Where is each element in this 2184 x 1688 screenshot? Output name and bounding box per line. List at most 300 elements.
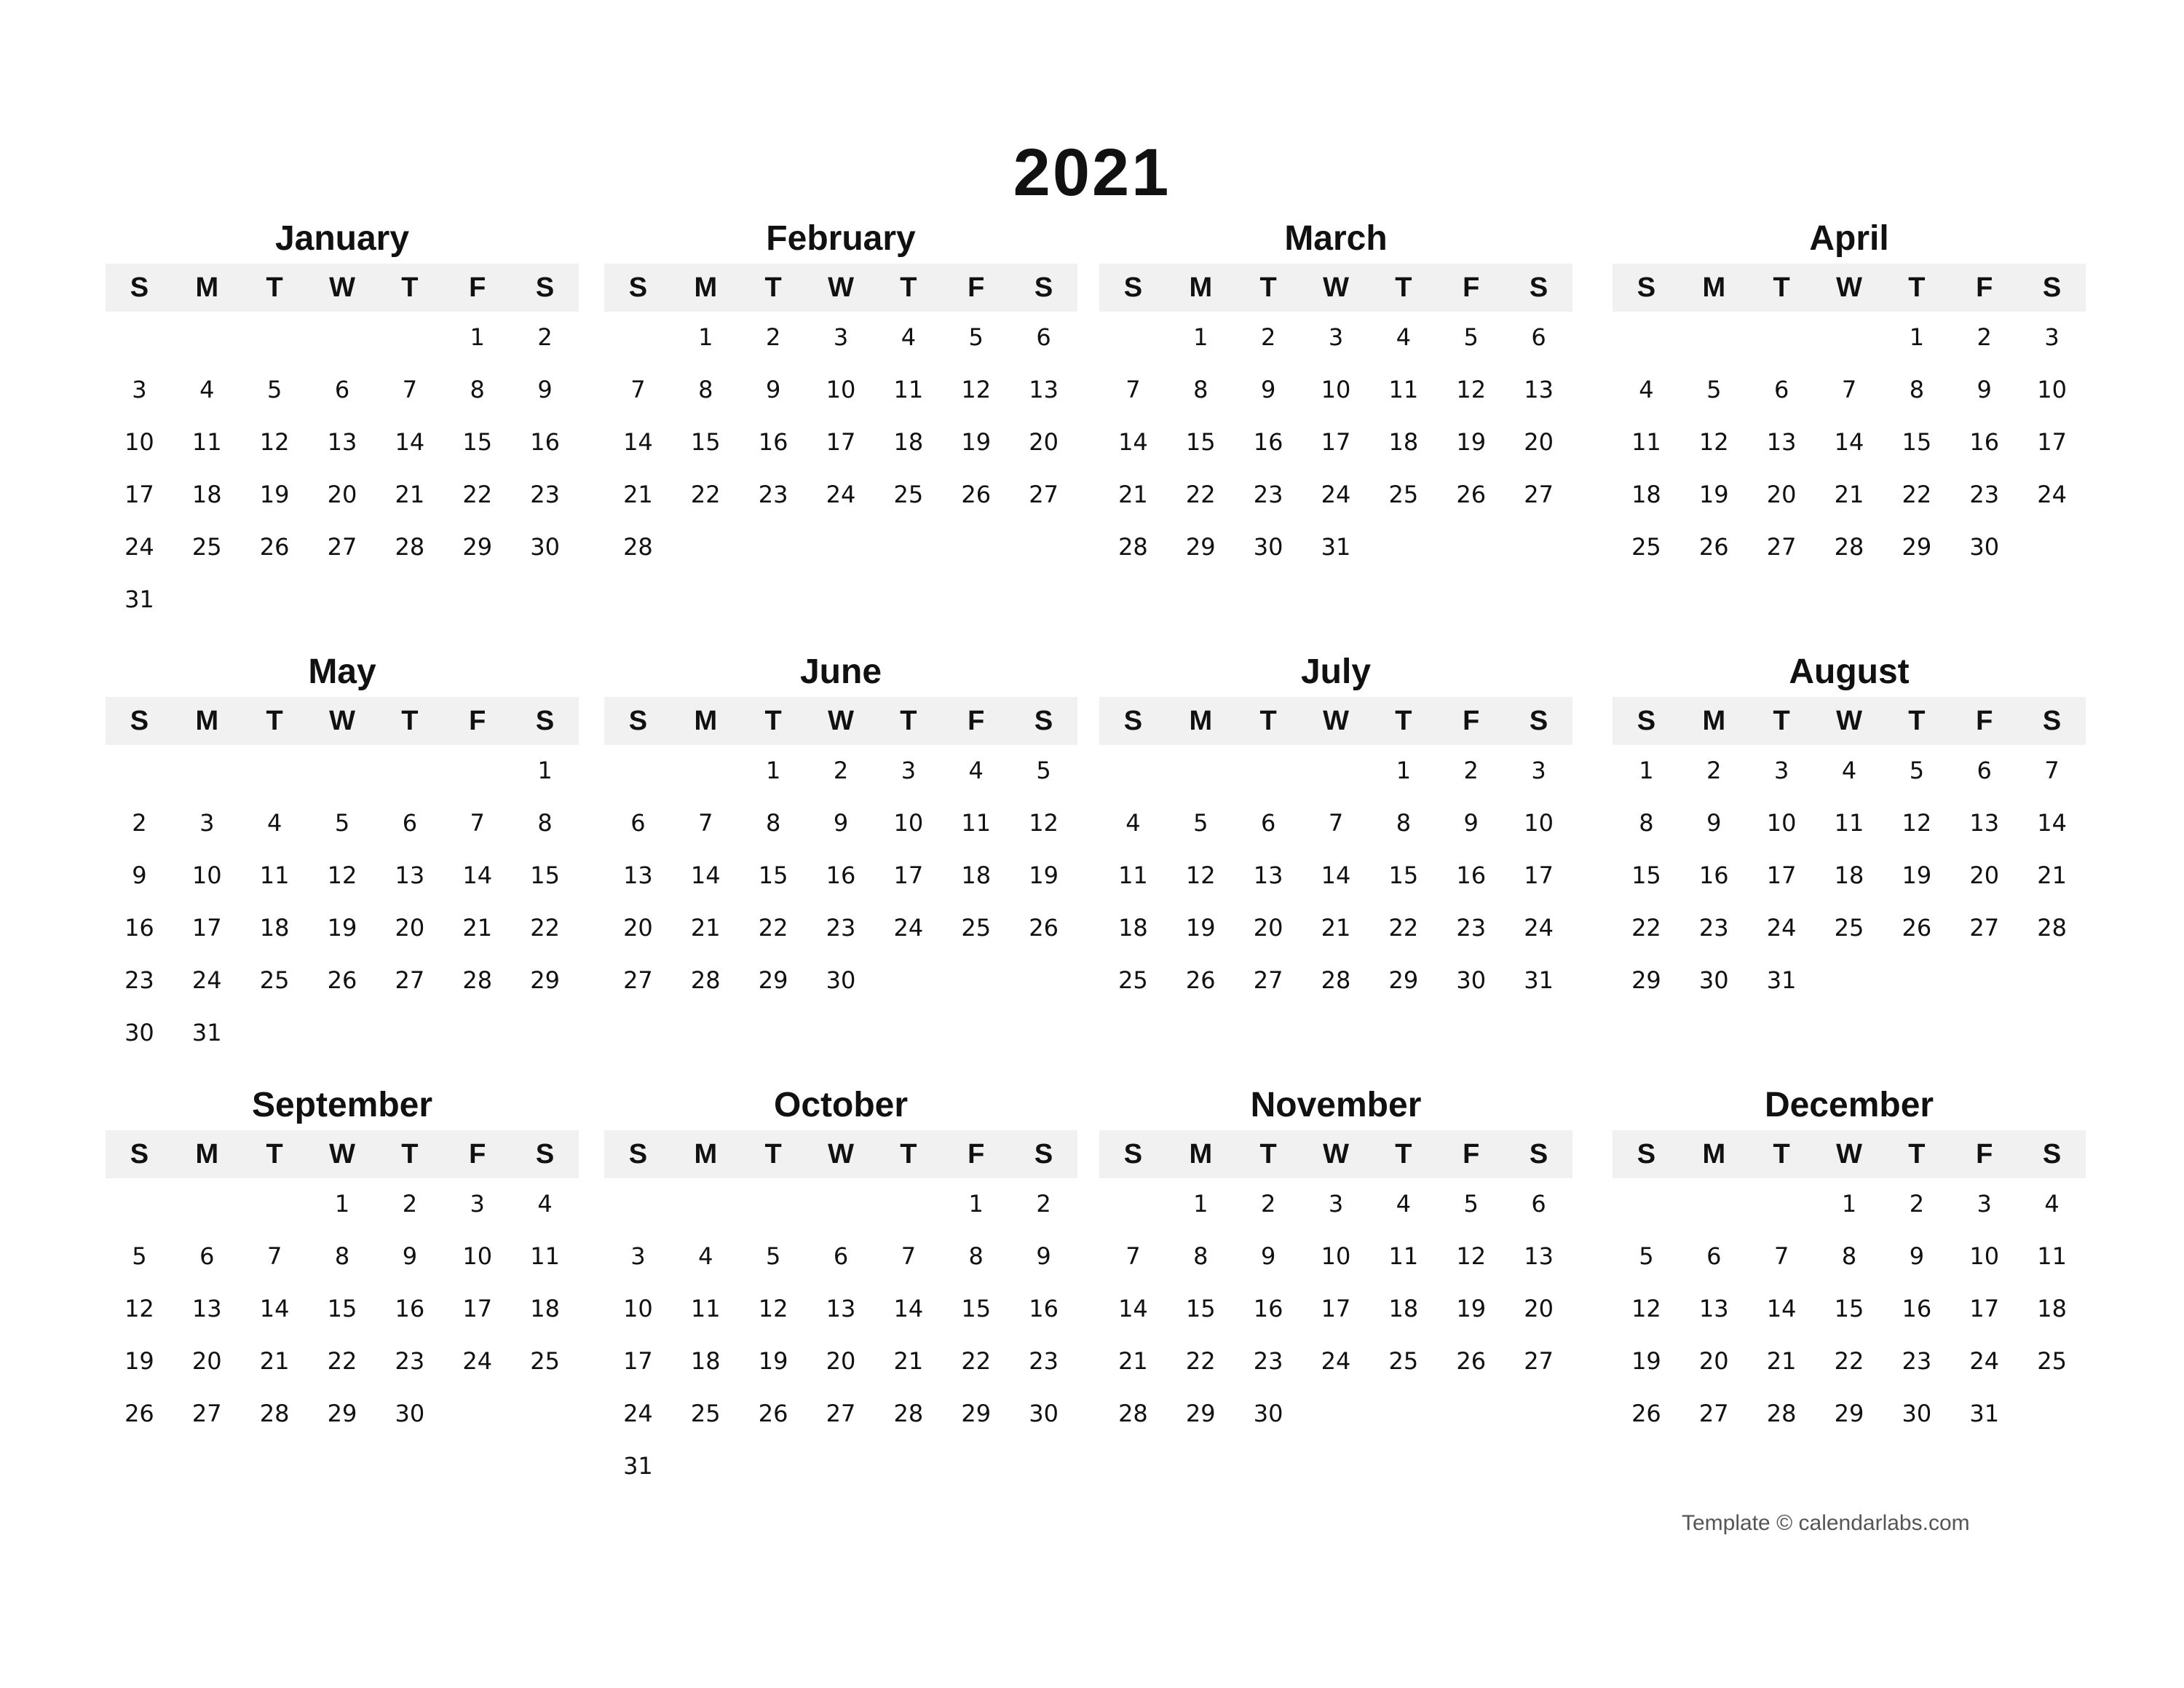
day-cell: 8 (537, 809, 553, 837)
day-cell: 15 (1834, 1295, 1864, 1322)
month-may (106, 650, 579, 1058)
month-name: August (1789, 652, 1910, 691)
week-row (106, 1283, 579, 1334)
day-cell: 24 (2037, 481, 2067, 508)
day-cell: 22 (1631, 914, 1661, 942)
day-cell: 9 (1036, 1242, 1051, 1270)
day-cell: 25 (1631, 533, 1661, 561)
day-cell: 15 (462, 428, 493, 456)
day-cell: 26 (124, 1400, 154, 1427)
day-cell: 28 (623, 533, 653, 561)
day-cell: 6 (334, 376, 350, 403)
day-cell: 16 (1029, 1295, 1059, 1322)
day-cell: 28 (2037, 914, 2067, 942)
week-row (106, 1388, 579, 1439)
day-cell: 24 (1524, 914, 1554, 942)
day-cell: 14 (395, 428, 425, 456)
week-row (106, 469, 579, 520)
day-cell: 22 (462, 481, 493, 508)
week-row (1099, 745, 1572, 796)
day-cell: 25 (259, 966, 290, 994)
month-days (106, 1178, 579, 1439)
weekday-label: M (1189, 706, 1213, 736)
week-row (1613, 312, 2086, 363)
day-cell (1167, 745, 1235, 796)
day-cell: 14 (893, 1295, 924, 1322)
weekday-header-row (106, 1130, 579, 1178)
day-cell (309, 574, 376, 625)
day-cell (443, 574, 511, 625)
day-cell (106, 745, 173, 796)
weekday-label: S (535, 1139, 555, 1170)
day-cell: 14 (1321, 861, 1351, 889)
day-cell (1680, 312, 1748, 363)
day-cell: 26 (1029, 914, 1059, 942)
day-cell: 19 (1902, 861, 1932, 889)
day-cell: 30 (530, 533, 560, 561)
day-cell: 27 (1766, 533, 1797, 561)
weekday-label: W (329, 1139, 355, 1170)
weekday-label: T (266, 706, 283, 736)
day-cell: 3 (1531, 757, 1546, 784)
day-cell: 16 (530, 428, 560, 456)
day-cell: 16 (758, 428, 788, 456)
day-cell: 6 (1036, 323, 1051, 351)
weekday-label: T (764, 272, 782, 303)
day-cell (443, 1007, 511, 1058)
weekday-header-row (1613, 264, 2086, 312)
week-row (106, 574, 579, 625)
weekday-label: S (535, 706, 555, 736)
month-name: March (1284, 219, 1388, 258)
weekday-label: S (1034, 1139, 1053, 1170)
day-cell: 25 (2037, 1347, 2067, 1375)
day-cell: 4 (1639, 376, 1654, 403)
month-october (604, 1084, 1077, 1491)
day-cell: 31 (1766, 966, 1797, 994)
weekday-label: S (130, 706, 149, 736)
month-name: October (773, 1086, 909, 1124)
weekday-label: T (266, 1139, 283, 1170)
day-cell: 12 (1902, 809, 1932, 837)
day-cell: 4 (1841, 757, 1857, 784)
day-cell: 17 (623, 1347, 653, 1375)
day-cell: 19 (758, 1347, 788, 1375)
day-cell: 5 (334, 809, 350, 837)
weekday-header-row (1099, 1130, 1572, 1178)
day-cell: 22 (1834, 1347, 1864, 1375)
weekday-header-row (1613, 697, 2086, 745)
weekday-label: T (900, 272, 917, 303)
day-cell: 3 (132, 376, 147, 403)
weekday-label: S (1637, 706, 1656, 736)
day-cell: 6 (630, 809, 646, 837)
weekday-label: S (2042, 272, 2062, 303)
day-cell: 29 (1185, 533, 1216, 561)
weekday-label: S (1637, 1139, 1656, 1170)
day-cell: 3 (470, 1190, 485, 1218)
day-cell: 20 (1253, 914, 1283, 942)
day-cell: 22 (327, 1347, 357, 1375)
week-row (1613, 902, 2086, 953)
day-cell (942, 955, 1010, 1006)
day-cell: 28 (1118, 1400, 1148, 1427)
day-cell: 9 (1706, 809, 1722, 837)
week-row (604, 417, 1077, 468)
day-cell (874, 1178, 942, 1229)
day-cell: 18 (1631, 481, 1661, 508)
day-cell: 23 (1253, 481, 1283, 508)
day-cell (173, 745, 241, 796)
day-cell (1369, 521, 1437, 572)
day-cell: 20 (623, 914, 653, 942)
weekday-label: M (1702, 1139, 1726, 1170)
week-row (1613, 745, 2086, 796)
day-cell: 25 (1388, 481, 1419, 508)
month-april (1613, 217, 2086, 572)
day-cell: 2 (833, 757, 849, 784)
weekday-label: T (401, 706, 419, 736)
weekday-label: F (1976, 706, 1993, 736)
day-cell: 13 (623, 861, 653, 889)
day-cell: 3 (2044, 323, 2060, 351)
day-cell (672, 745, 740, 796)
month-days (604, 312, 1077, 572)
day-cell: 16 (1969, 428, 2000, 456)
week-row (604, 797, 1077, 848)
day-cell: 23 (1029, 1347, 1059, 1375)
day-cell: 31 (1321, 533, 1351, 561)
day-cell: 7 (470, 809, 485, 837)
week-row (1613, 364, 2086, 415)
day-cell (1099, 1178, 1167, 1229)
day-cell: 19 (259, 481, 290, 508)
weekday-header-row (604, 264, 1077, 312)
day-cell: 30 (1029, 1400, 1059, 1427)
weekday-label: S (535, 272, 555, 303)
weekday-label: W (329, 706, 355, 736)
day-cell: 20 (1969, 861, 2000, 889)
day-cell: 2 (537, 323, 553, 351)
day-cell: 8 (765, 809, 781, 837)
day-cell (942, 521, 1010, 572)
day-cell: 17 (1969, 1295, 2000, 1322)
day-cell: 19 (1631, 1347, 1661, 1375)
template-credit: Template © calendarlabs.com (1682, 1511, 1970, 1535)
day-cell: 4 (968, 757, 984, 784)
day-cell: 18 (1118, 914, 1148, 942)
day-cell: 1 (698, 323, 713, 351)
week-row (604, 1231, 1077, 1282)
day-cell: 15 (1631, 861, 1661, 889)
day-cell: 24 (1969, 1347, 2000, 1375)
weekday-label: W (1836, 706, 1862, 736)
day-cell: 27 (1253, 966, 1283, 994)
day-cell (376, 312, 443, 363)
day-cell: 12 (327, 861, 357, 889)
day-cell: 29 (1902, 533, 1932, 561)
weekday-label: S (1123, 272, 1143, 303)
weekday-label: S (2042, 706, 2062, 736)
day-cell: 18 (961, 861, 992, 889)
weekday-label: S (1034, 706, 1053, 736)
weekday-label: S (1529, 272, 1548, 303)
day-cell (1680, 1178, 1748, 1229)
day-cell: 11 (1388, 376, 1419, 403)
weekday-label: F (1976, 1139, 1993, 1170)
day-cell (807, 521, 875, 572)
day-cell: 7 (1773, 1242, 1789, 1270)
week-row (1099, 1336, 1572, 1387)
month-november (1099, 1084, 1572, 1439)
day-cell: 29 (462, 533, 493, 561)
week-row (604, 1283, 1077, 1334)
day-cell: 7 (2044, 757, 2060, 784)
day-cell (1883, 955, 1950, 1006)
day-cell (309, 745, 376, 796)
day-cell: 6 (1977, 757, 1992, 784)
month-march (1099, 217, 1572, 572)
day-cell (173, 312, 241, 363)
day-cell: 6 (1260, 809, 1276, 837)
day-cell: 8 (968, 1242, 984, 1270)
day-cell: 5 (266, 376, 282, 403)
week-row (604, 955, 1077, 1006)
day-cell: 21 (1118, 1347, 1148, 1375)
day-cell: 14 (1118, 428, 1148, 456)
weekday-label: S (1637, 272, 1656, 303)
day-cell: 29 (1834, 1400, 1864, 1427)
month-name: September (251, 1086, 433, 1124)
week-row (1613, 469, 2086, 520)
weekday-label: T (1259, 706, 1277, 736)
day-cell: 28 (259, 1400, 290, 1427)
month-days (604, 745, 1077, 1006)
week-row (604, 312, 1077, 363)
day-cell: 12 (1456, 1242, 1487, 1270)
weekday-label: F (968, 1139, 985, 1170)
day-cell: 11 (961, 809, 992, 837)
day-cell: 15 (530, 861, 560, 889)
day-cell: 5 (968, 323, 984, 351)
day-cell (1816, 955, 1883, 1006)
day-cell (1505, 1388, 1572, 1439)
week-row (1099, 364, 1572, 415)
week-row (1099, 902, 1572, 953)
week-row (1613, 1231, 2086, 1282)
day-cell (443, 745, 511, 796)
day-cell: 24 (893, 914, 924, 942)
day-cell: 10 (191, 861, 222, 889)
day-cell (241, 745, 309, 796)
month-name: December (1764, 1086, 1934, 1124)
week-row (1613, 1336, 2086, 1387)
week-row (106, 1178, 579, 1229)
weekday-header-row (1613, 1130, 2086, 1178)
day-cell: 16 (395, 1295, 425, 1322)
day-cell: 26 (1456, 481, 1487, 508)
day-cell: 2 (1463, 757, 1479, 784)
month-february (604, 217, 1077, 572)
day-cell: 20 (395, 914, 425, 942)
weekday-label: T (266, 272, 283, 303)
day-cell: 7 (1125, 376, 1141, 403)
day-cell: 21 (623, 481, 653, 508)
weekday-label: T (900, 706, 917, 736)
day-cell: 30 (1456, 966, 1487, 994)
day-cell (511, 1388, 579, 1439)
day-cell: 20 (327, 481, 357, 508)
weekday-label: F (1976, 272, 1993, 303)
day-cell: 10 (124, 428, 154, 456)
day-cell: 8 (470, 376, 485, 403)
week-row (1613, 955, 2086, 1006)
day-cell: 27 (1029, 481, 1059, 508)
day-cell: 16 (1253, 1295, 1283, 1322)
day-cell: 13 (1253, 861, 1283, 889)
week-row (1099, 417, 1572, 468)
week-row (106, 364, 579, 415)
weekday-label: M (694, 272, 718, 303)
month-days (1099, 312, 1572, 572)
day-cell: 1 (1841, 1190, 1857, 1218)
day-cell: 1 (968, 1190, 984, 1218)
day-cell: 14 (690, 861, 721, 889)
day-cell: 9 (1909, 1242, 1925, 1270)
day-cell: 9 (537, 376, 553, 403)
day-cell: 17 (1321, 428, 1351, 456)
day-cell: 11 (1388, 1242, 1419, 1270)
day-cell: 13 (1029, 376, 1059, 403)
day-cell: 5 (132, 1242, 147, 1270)
day-cell: 30 (1969, 533, 2000, 561)
day-cell (1748, 312, 1816, 363)
week-row (604, 1336, 1077, 1387)
day-cell: 12 (1029, 809, 1059, 837)
day-cell: 19 (1029, 861, 1059, 889)
day-cell: 17 (893, 861, 924, 889)
day-cell: 22 (530, 914, 560, 942)
day-cell (1010, 521, 1077, 572)
day-cell: 24 (191, 966, 222, 994)
day-cell: 21 (893, 1347, 924, 1375)
weekday-label: S (628, 272, 648, 303)
day-cell (1369, 1388, 1437, 1439)
day-cell: 29 (1631, 966, 1661, 994)
day-cell: 23 (1456, 914, 1487, 942)
weekday-label: W (1836, 272, 1862, 303)
week-row (106, 1231, 579, 1282)
month-days (106, 312, 579, 625)
day-cell: 5 (765, 1242, 781, 1270)
day-cell (1010, 1440, 1077, 1491)
weekday-label: M (195, 1139, 219, 1170)
day-cell: 2 (402, 1190, 418, 1218)
day-cell: 18 (2037, 1295, 2067, 1322)
day-cell (376, 1007, 443, 1058)
day-cell (2018, 1388, 2086, 1439)
day-cell: 13 (327, 428, 357, 456)
month-name: January (274, 219, 410, 258)
day-cell: 14 (1118, 1295, 1148, 1322)
weekday-label: F (469, 706, 486, 736)
day-cell: 17 (1766, 861, 1797, 889)
day-cell: 22 (1185, 1347, 1216, 1375)
day-cell: 4 (1396, 323, 1412, 351)
day-cell: 7 (1841, 376, 1857, 403)
day-cell: 24 (1766, 914, 1797, 942)
month-august (1613, 650, 2086, 1006)
week-row (1099, 469, 1572, 520)
day-cell: 20 (1766, 481, 1797, 508)
day-cell: 16 (1253, 428, 1283, 456)
day-cell: 3 (1773, 757, 1789, 784)
day-cell: 17 (124, 481, 154, 508)
day-cell: 22 (1185, 481, 1216, 508)
day-cell: 16 (1456, 861, 1487, 889)
day-cell: 9 (132, 861, 147, 889)
month-january (106, 217, 579, 625)
day-cell: 8 (334, 1242, 350, 1270)
weekday-label: T (1773, 272, 1790, 303)
day-cell: 11 (893, 376, 924, 403)
day-cell: 11 (191, 428, 222, 456)
day-cell: 10 (623, 1295, 653, 1322)
week-row (1613, 1388, 2086, 1439)
weekday-label: S (628, 1139, 648, 1170)
day-cell: 30 (1253, 1400, 1283, 1427)
week-row (604, 1178, 1077, 1229)
day-cell: 11 (1834, 809, 1864, 837)
day-cell: 27 (1698, 1400, 1729, 1427)
weekday-header-row (106, 697, 579, 745)
week-row (1099, 1178, 1572, 1229)
day-cell: 14 (1834, 428, 1864, 456)
week-row (1099, 521, 1572, 572)
weekday-label: S (1123, 706, 1143, 736)
day-cell: 29 (327, 1400, 357, 1427)
day-cell: 29 (1185, 1400, 1216, 1427)
day-cell: 4 (199, 376, 215, 403)
day-cell: 23 (395, 1347, 425, 1375)
month-days (1099, 1178, 1572, 1439)
day-cell: 31 (124, 585, 154, 613)
day-cell: 23 (1253, 1347, 1283, 1375)
week-row (106, 745, 579, 796)
day-cell: 25 (530, 1347, 560, 1375)
day-cell: 1 (1639, 757, 1654, 784)
day-cell: 11 (1631, 428, 1661, 456)
week-row (106, 902, 579, 953)
weekday-header-row (1099, 697, 1572, 745)
day-cell: 10 (1766, 809, 1797, 837)
week-row (1613, 1283, 2086, 1334)
weekday-label: W (828, 706, 854, 736)
day-cell: 7 (630, 376, 646, 403)
day-cell: 4 (2044, 1190, 2060, 1218)
day-cell: 8 (1841, 1242, 1857, 1270)
day-cell: 22 (1902, 481, 1932, 508)
weekday-label: T (1395, 706, 1412, 736)
day-cell: 23 (1902, 1347, 1932, 1375)
day-cell: 2 (1977, 323, 1992, 351)
day-cell: 7 (402, 376, 418, 403)
day-cell: 13 (1766, 428, 1797, 456)
day-cell: 21 (1766, 1347, 1797, 1375)
day-cell (874, 955, 942, 1006)
weekday-label: W (1323, 1139, 1349, 1170)
weekday-label: T (764, 706, 782, 736)
